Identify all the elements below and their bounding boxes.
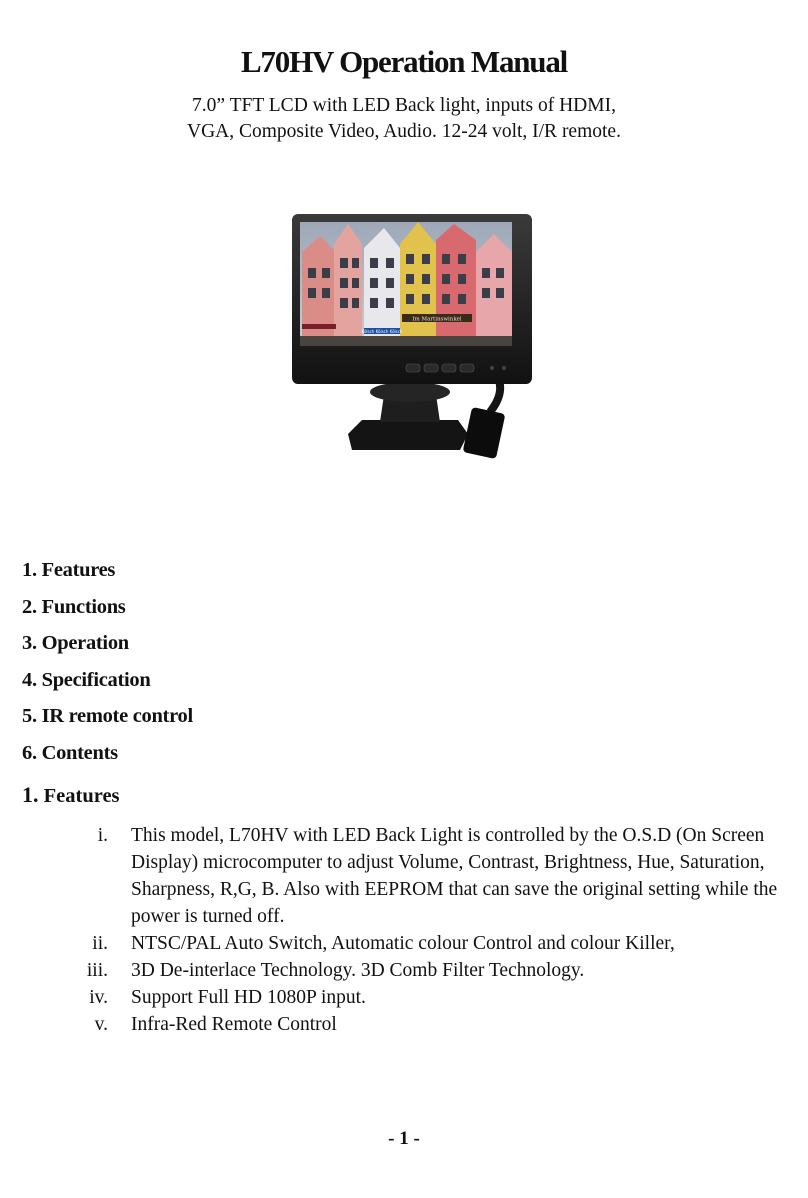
list-item-text: This model, L70HV with LED Back Light is controlled by the O.S.D (On Screen Display) microcomputer to adjust Volume, Contrast, Brightness, Hue, Saturation, Sharpness, R,G, B. Also with EEPROM that can save the original setting while the power is turned off. bbox=[131, 825, 778, 927]
screen-sign: Im Martinswinkel bbox=[412, 316, 462, 323]
list-item bbox=[40, 957, 800, 984]
lcd-monitor-illustration bbox=[290, 212, 540, 462]
list-item-text: Infra-Red Remote Control bbox=[131, 1014, 337, 1035]
page-number: - 1 - bbox=[388, 1128, 420, 1149]
section-title: Features bbox=[43, 785, 120, 807]
list-marker: ii. bbox=[92, 933, 108, 954]
toc-item-ir-remote-control: 5. IR remote control bbox=[22, 705, 193, 728]
list-item-text: Support Full HD 1080P input. bbox=[131, 987, 366, 1008]
subtitle-line-2: VGA, Composite Video, Audio. 12-24 volt, I/R remote. bbox=[187, 121, 621, 142]
toc-item-features: 1. Features bbox=[22, 559, 116, 581]
list-marker: iii. bbox=[86, 960, 108, 981]
product-image bbox=[290, 212, 540, 462]
toc-item-operation: 3. Operation bbox=[22, 632, 129, 655]
toc-item-contents: 6. Contents bbox=[22, 741, 118, 764]
table-of-contents bbox=[22, 556, 193, 776]
list-item-text: 3D De-interlace Technology. 3D Comb Filter Technology. bbox=[131, 960, 585, 981]
list-marker: v. bbox=[94, 1014, 108, 1035]
features-list bbox=[40, 822, 800, 1038]
toc-item-functions: 2. Functions bbox=[22, 595, 126, 618]
section-number: 1. bbox=[22, 782, 39, 807]
list-item bbox=[40, 930, 800, 957]
toc-item-specification: 4. Specification bbox=[22, 668, 151, 691]
shop-sign: Kölsch Kölsch Kölsch bbox=[361, 329, 403, 334]
section-heading-features bbox=[22, 782, 120, 808]
list-marker: i. bbox=[97, 825, 108, 846]
list-item bbox=[40, 984, 800, 1011]
subtitle-line-1: 7.0” TFT LCD with LED Back light, inputs of HDMI, bbox=[192, 95, 616, 116]
page-title: L70HV Operation Manual bbox=[240, 44, 568, 79]
list-item bbox=[40, 1011, 800, 1038]
list-item-text: NTSC/PAL Auto Switch, Automatic colour Control and colour Killer, bbox=[131, 933, 675, 954]
list-item bbox=[40, 822, 800, 930]
list-marker: iv. bbox=[89, 987, 108, 1008]
